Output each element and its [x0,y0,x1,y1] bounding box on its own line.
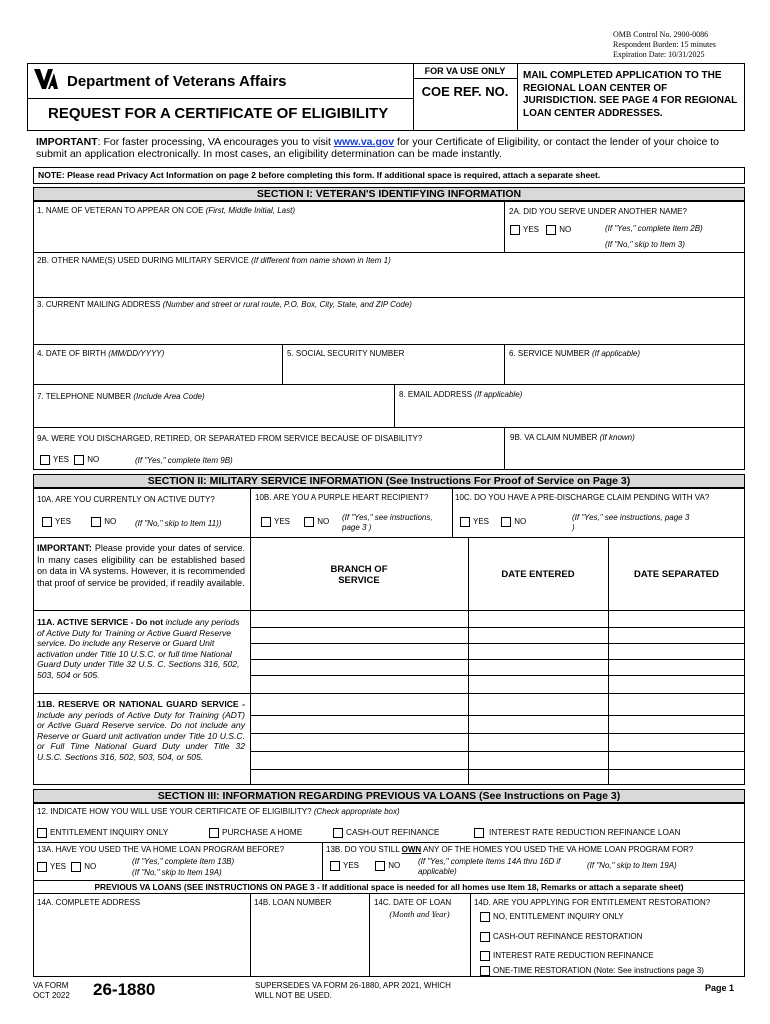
important-text-1: : For faster processing, VA encourages you to visit [97,136,334,148]
field-1-label: 1. NAME OF VETERAN TO APPEAR ON COE (First, Middle Initial, Last) [37,206,296,215]
col-date-separated: DATE SEPARATED [634,569,719,580]
field-14b-label: 14B. LOAN NUMBER [254,898,332,907]
field-11b-text: 11B. RESERVE OR NATIONAL GUARD SERVICE - Include any periods of Active Duty for Training (ADT) or Active Guard Reserve service. Do not include any Reserve or Guard unit activation under Title 10 U.S.C. or Full Time National Guard Duty under Title 32 U.S.C. Sections 316, 502, 503, 504, or 505. [37,699,245,762]
field-12-options: ENTITLEMENT INQUIRY ONLY [37,827,168,838]
field-10b-no-checkbox[interactable] [304,517,314,527]
field-9b-label: 9B. VA CLAIM NUMBER (If known) [510,433,635,442]
mail-instructions: MAIL COMPLETED APPLICATION TO THE REGIONAL LOAN CENTER OF JURISDICTION. SEE PAGE 4 FOR REGIONAL LOAN CENTER ADDRESSES. [523,70,738,119]
field-10a-no-checkbox[interactable] [91,517,101,527]
field-14a-input[interactable] [37,910,247,974]
field-2a-yes-checkbox[interactable] [510,225,520,235]
field-3-label: 3. CURRENT MAILING ADDRESS (Number and street or rural route, P.O. Box, City, State, and ZIP Code) [37,300,412,309]
field-10c-no-checkbox[interactable] [501,517,511,527]
page-number: Page 1 [705,983,735,993]
opt-no-inquiry-checkbox[interactable] [480,912,490,922]
field-13a-yes-checkbox[interactable] [37,862,47,872]
field-13b-label: 13B. DO YOU STILL OWN ANY OF THE HOMES YOU USED THE VA HOME LOAN PROGRAM FOR? [326,845,694,854]
field-14c-label: 14C. DATE OF LOAN [374,898,452,907]
field-10a-label: 10A. ARE YOU CURRENTLY ON ACTIVE DUTY? [37,495,215,504]
field-10b-hint: (If "Yes," see instructions, page 3 ) [342,513,433,532]
omb-control: OMB Control No. 2900-0086 [613,30,709,39]
field-10a-options: YES NO [42,517,116,527]
va-gov-link[interactable]: www.va.gov [333,136,395,148]
field-7-label: 7. TELEPHONE NUMBER (Include Area Code) [37,392,205,401]
field-10a-hint: (If "No," skip to Item 11)) [135,519,222,528]
col-date-entered: DATE ENTERED [501,569,575,580]
important-label: IMPORTANT [36,136,98,148]
field-7-input[interactable] [37,403,389,425]
opt-entitlement-checkbox[interactable] [37,828,47,838]
field-13b-yes-checkbox[interactable] [330,861,340,871]
field-13a-hint-2: (If "No," skip to Item 19A) [132,868,222,877]
important-text-2: for your Certificate of Eligibility, or contact the lender of your choice to submit an application electronically. In most cases, an eligibility determination can be made instantly. [36,136,719,160]
field-3-input[interactable] [37,312,741,342]
form-number: 26-1880 [93,980,156,999]
opt-irrrl-checkbox[interactable] [474,828,484,838]
important-paragraph [36,137,744,160]
field-10b-options: YES NO [261,517,329,527]
field-9a-options: YES NO [40,455,99,465]
field-8-input[interactable] [399,403,741,425]
field-13a-label: 13A. HAVE YOU USED THE VA HOME LOAN PROGRAM BEFORE? [37,845,285,854]
field-9a-label: 9A. WERE YOU DISCHARGED, RETIRED, OR SEPARATED FROM SERVICE BECAUSE OF DISABILITY? [37,434,423,443]
coe-ref-no: COE REF. NO. [421,84,509,99]
section-2-header: SECTION II: MILITARY SERVICE INFORMATION (See Instructions For Proof of Service on Page 3) [33,474,745,488]
footer-va-form: VA FORM OCT 2022 [33,981,70,1000]
footer-supersedes: SUPERSEDES VA FORM 26-1880, APR 2021, WHICH WILL NOT BE USED. [255,981,451,1000]
field-10a-yes-checkbox[interactable] [42,517,52,527]
omb-burden: Respondent Burden: 15 minutes [613,40,716,49]
field-4-input[interactable] [37,360,279,382]
field-2a-no-checkbox[interactable] [546,225,556,235]
field-14b-input[interactable] [254,910,366,974]
field-13a-no-checkbox[interactable] [71,862,81,872]
field-10c-yes-checkbox[interactable] [460,517,470,527]
opt-irrrl-restoration-checkbox[interactable] [480,951,490,961]
field-2b-input[interactable] [37,268,741,294]
va-seal-icon [33,67,59,91]
field-14c-hint: (Month and Year) [389,909,450,919]
field-5-label: 5. SOCIAL SECURITY NUMBER [287,349,405,358]
field-10c-options: YES NO [460,517,526,527]
omb-block [613,30,716,60]
service-important-note: IMPORTANT: Please provide your dates of service. In many cases eligibility can be established based on data in VA systems. However, it is recommended that proof of service be provided, if readily available. [37,543,245,589]
agency-name: Department of Veterans Affairs [67,73,287,90]
field-2b-label: 2B. OTHER NAME(S) USED DURING MILITARY SERVICE (If different from name shown in Item 1) [37,256,391,265]
field-4-label: 4. DATE OF BIRTH (MM/DD/YYYY) [37,349,165,358]
field-2a-options: YES NO [510,225,571,235]
field-9a-yes-checkbox[interactable] [40,455,50,465]
field-14c-input[interactable] [373,921,467,974]
field-13b-hint-1: (If "Yes," complete Items 14A thru 16D if applicable) [418,857,561,876]
privacy-note: NOTE: Please read Privacy Act Information on page 2 before completing this form. If additional space is required, attach a separate sheet. [38,170,601,180]
field-9a-no-checkbox[interactable] [74,455,84,465]
field-12-label: 12. INDICATE HOW YOU WILL USE YOUR CERTIFICATE OF ELIGIBILITY? (Check appropriate box) [37,807,400,816]
opt-purchase-checkbox[interactable] [209,828,219,838]
field-9b-input[interactable] [509,445,741,467]
field-13b-no-checkbox[interactable] [375,861,385,871]
field-13b-options: YES NO [330,861,400,871]
field-8-label: 8. EMAIL ADDRESS (If applicable) [399,390,523,399]
previous-va-loans-heading: PREVIOUS VA LOANS (SEE INSTRUCTIONS ON PAGE 3 - If additional space is needed for all homes use Item 18, Remarks or attach a separate sheet) [94,882,684,892]
section-3-header: SECTION III: INFORMATION REGARDING PREVIOUS VA LOANS (See Instructions on Page 3) [33,789,745,803]
field-2a-hint-yes: (If "Yes," complete Item 2B) [605,224,703,233]
field-10b-yes-checkbox[interactable] [261,517,271,527]
field-11a-text: 11A. ACTIVE SERVICE - Do not include any periods of Active Duty for Training or Active Guard Reserve service. Do include any Reserve or Guard Unit activation under Title 10 U.S.C. or full time National Guard Duty under Title 32 U.S. C. Sections 316, 502, 503, 504 or 505. [37,617,240,680]
omb-expiration: Expiration Date: 10/31/2025 [613,50,705,59]
opt-cashout-restoration-checkbox[interactable] [480,932,490,942]
section-1-header: SECTION I: VETERAN'S IDENTIFYING INFORMATION [33,187,745,201]
field-9a-hint: (If "Yes," complete Item 9B) [135,456,233,465]
field-13a-hint-1: (If "Yes," complete Item 13B) [132,857,235,866]
field-10c-label: 10C. DO YOU HAVE A PRE-DISCHARGE CLAIM PENDING WITH VA? [455,493,710,502]
opt-onetime-restoration-checkbox[interactable] [480,966,490,976]
va-logo [33,67,59,91]
field-14d-label: 14D. ARE YOU APPLYING FOR ENTITLEMENT RESTORATION? [474,898,711,907]
field-2a-label: 2A. DID YOU SERVE UNDER ANOTHER NAME? [509,207,687,216]
field-10b-label: 10B. ARE YOU A PURPLE HEART RECIPIENT? [255,493,429,502]
field-6-label: 6. SERVICE NUMBER (If applicable) [509,349,641,358]
va-use-only: FOR VA USE ONLY [424,66,506,76]
field-5-input[interactable] [287,360,501,382]
field-14a-label: 14A. COMPLETE ADDRESS [37,898,141,907]
opt-cashout-checkbox[interactable] [333,828,343,838]
field-13a-options: YES NO [37,862,96,872]
field-2a-hint-no: (If "No," skip to Item 3) [605,240,685,249]
field-6-input[interactable] [509,360,741,382]
col-branch-of-service: BRANCH OF SERVICE [330,564,388,586]
field-1-input[interactable] [37,220,499,248]
form-title: REQUEST FOR A CERTIFICATE OF ELIGIBILITY [48,105,389,122]
field-13b-hint-2: (If "No," skip to Item 19A) [587,861,677,870]
field-10c-hint: (If "Yes," see instructions, page 3 ) [572,513,690,532]
